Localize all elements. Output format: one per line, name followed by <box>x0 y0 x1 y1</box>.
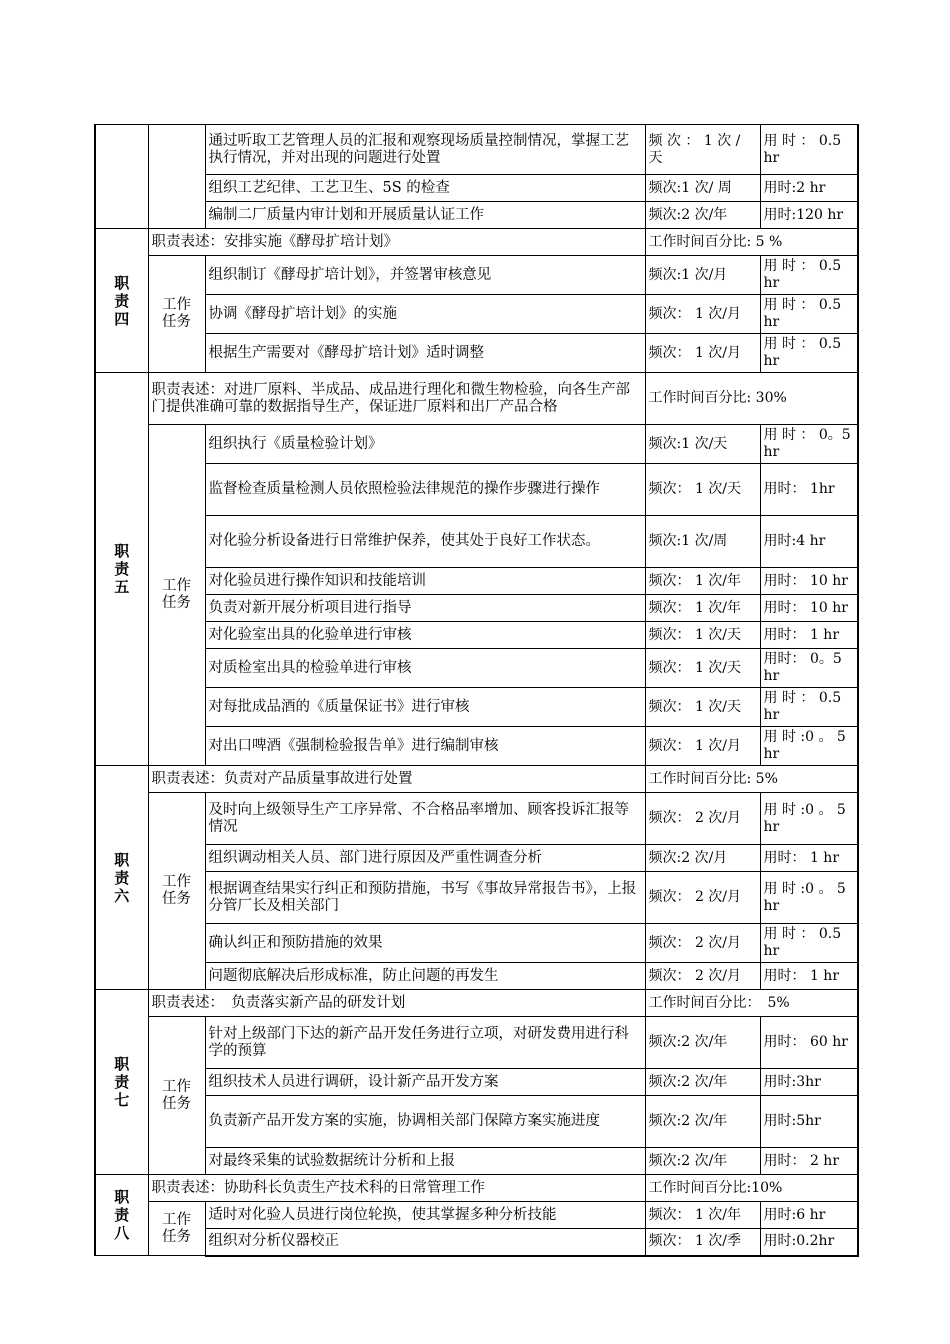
task-frequency: 频次:2 次/年 <box>645 1148 760 1175</box>
task-description: 针对上级部门下达的新产品开发任务进行立项，对研发费用进行科学的预算 <box>205 1017 645 1069</box>
task-time: 用时： 1 hr <box>760 963 858 990</box>
task-frequency: 频次： 1 次/天 <box>645 688 760 727</box>
work-time-percentage: 工作时间百分比: 5 % <box>645 229 858 256</box>
task-time: 用时： 10 hr <box>760 595 858 622</box>
task-frequency: 频次： 1 次/天 <box>645 622 760 649</box>
work-time-percentage: 工作时间百分比: 5% <box>645 766 858 793</box>
duty-description-row <box>95 229 858 256</box>
table-row <box>95 425 858 464</box>
task-frequency: 频次:2 次/年 <box>645 1096 760 1148</box>
task-label <box>148 1202 205 1256</box>
duty-label-text: 职责七 <box>114 1055 130 1109</box>
task-description: 确认纠正和预防措施的效果 <box>205 924 645 963</box>
duty-table <box>94 124 859 1257</box>
task-description: 及时向上级领导生产工序异常、不合格品率增加、顾客投诉汇报等情况 <box>205 793 645 845</box>
table-row <box>95 793 858 845</box>
task-description: 监督检查质量检测人员依照检验法律规范的操作步骤进行操作 <box>205 464 645 516</box>
table-row <box>95 845 858 872</box>
table-row <box>95 1229 858 1256</box>
task-description: 协调《酵母扩培计划》的实施 <box>205 295 645 334</box>
table-row <box>95 1148 858 1175</box>
task-frequency: 频次:2 次/年 <box>645 202 760 229</box>
task-description: 对每批成品酒的《质量保证书》进行审核 <box>205 688 645 727</box>
duty-label <box>95 990 148 1175</box>
duty-label-text: 职责八 <box>114 1188 130 1242</box>
task-time: 用时:120 hr <box>760 202 858 229</box>
task-label <box>148 256 205 373</box>
work-time-percentage: 工作时间百分比： 5% <box>645 990 858 1017</box>
task-frequency: 频次： 2 次/月 <box>645 963 760 990</box>
task-time: 用 时 :0 。 5 hr <box>760 727 858 766</box>
task-label-text: 工作任务 <box>162 1078 191 1112</box>
task-label-text: 工作任务 <box>162 1211 191 1245</box>
task-time: 用时:5hr <box>760 1096 858 1148</box>
task-label <box>148 425 205 766</box>
task-frequency: 频次： 1 次/月 <box>645 334 760 373</box>
table-row <box>95 516 858 568</box>
task-frequency: 频次:2 次/月 <box>645 845 760 872</box>
work-time-percentage: 工作时间百分比:10% <box>645 1175 858 1202</box>
table-row <box>95 464 858 516</box>
task-description: 对化验员进行操作知识和技能培训 <box>205 568 645 595</box>
table-row <box>95 924 858 963</box>
duty-statement: 职责表述：安排实施《酵母扩培计划》 <box>148 229 645 256</box>
task-time: 用时:4 hr <box>760 516 858 568</box>
task-time: 用时:2 hr <box>760 175 858 202</box>
task-description: 根据生产需要对《酵母扩培计划》适时调整 <box>205 334 645 373</box>
task-time: 用 时 :0 。 5 hr <box>760 872 858 924</box>
task-time: 用 时 ： 0.5 hr <box>760 334 858 373</box>
task-description: 根据调查结果实行纠正和预防措施，书写《事故异常报告书》，上报分管厂长及相关部门 <box>205 872 645 924</box>
task-description: 适时对化验人员进行岗位轮换，使其掌握多种分析技能 <box>205 1202 645 1229</box>
table-row <box>95 688 858 727</box>
table-row <box>95 202 858 229</box>
duty-label <box>95 373 148 766</box>
task-frequency: 频次： 1 次/天 <box>645 464 760 516</box>
task-label <box>148 793 205 990</box>
task-label-cell <box>148 125 205 229</box>
task-frequency: 频次:1 次/ 周 <box>645 175 760 202</box>
duty-label-cell <box>95 125 148 229</box>
task-frequency: 频次:1 次/周 <box>645 516 760 568</box>
task-frequency: 频次： 1 次/季 <box>645 1229 760 1256</box>
task-label-text: 工作任务 <box>162 297 191 330</box>
task-time: 用 时 ： 0.5 hr <box>760 924 858 963</box>
task-description: 组织执行《质量检验计划》 <box>205 425 645 464</box>
task-time: 用 时 ： 0.5 hr <box>760 125 858 175</box>
task-frequency: 频次： 1 次/年 <box>645 568 760 595</box>
task-frequency: 频次： 1 次/年 <box>645 1202 760 1229</box>
task-description: 对化验室出具的化验单进行审核 <box>205 622 645 649</box>
task-frequency: 频次： 1 次/月 <box>645 295 760 334</box>
duty-description-row <box>95 1175 858 1202</box>
table-row <box>95 622 858 649</box>
task-time: 用 时 ： 0.5 hr <box>760 295 858 334</box>
duty-label-text: 职责五 <box>114 542 130 596</box>
task-frequency: 频次： 1 次/年 <box>645 595 760 622</box>
duty-label <box>95 229 148 373</box>
task-description: 对出口啤酒《强制检验报告单》进行编制审核 <box>205 727 645 766</box>
task-time: 用时： 60 hr <box>760 1017 858 1069</box>
duty-statement: 职责表述： 负责落实新产品的研发计划 <box>148 990 645 1017</box>
task-frequency: 频次： 1 次/天 <box>645 649 760 688</box>
task-time: 用时： 0。5 hr <box>760 649 858 688</box>
table-row <box>95 334 858 373</box>
task-description: 对质检室出具的检验单进行审核 <box>205 649 645 688</box>
table-row <box>95 1096 858 1148</box>
table-row <box>95 256 858 295</box>
task-frequency: 频次:2 次/年 <box>645 1017 760 1069</box>
task-description: 对化验分析设备进行日常维护保养，使其处于良好工作状态。 <box>205 516 645 568</box>
table-row <box>95 1202 858 1229</box>
duty-description-row <box>95 990 858 1017</box>
table-row <box>95 963 858 990</box>
duty-statement: 职责表述：负责对产品质量事故进行处置 <box>148 766 645 793</box>
task-time: 用时： 1hr <box>760 464 858 516</box>
duty-label <box>95 766 148 990</box>
duty-label <box>95 1175 148 1256</box>
table-row <box>95 1069 858 1096</box>
task-time: 用 时 ： 0.5 hr <box>760 688 858 727</box>
task-description: 对最终采集的试验数据统计分析和上报 <box>205 1148 645 1175</box>
task-frequency: 频次： 2 次/月 <box>645 872 760 924</box>
task-time: 用 时 ： 0.5 hr <box>760 256 858 295</box>
task-description: 组织调动相关人员、部门进行原因及严重性调查分析 <box>205 845 645 872</box>
task-time: 用 时 ： 0。5hr <box>760 425 858 464</box>
task-label-text: 工作任务 <box>162 874 191 907</box>
task-description: 通过听取工艺管理人员的汇报和观察现场质量控制情况，掌握工艺执行情况，并对出现的问题进行处置 <box>205 125 645 175</box>
task-frequency: 频次： 1 次/月 <box>645 727 760 766</box>
task-time: 用 时 :0 。 5 hr <box>760 793 858 845</box>
duty-label-text: 职责四 <box>114 273 130 328</box>
task-frequency: 频次:2 次/年 <box>645 1069 760 1096</box>
duty-label-text: 职责六 <box>114 850 130 905</box>
task-frequency: 频次:1 次/月 <box>645 256 760 295</box>
table-row <box>95 125 858 175</box>
task-description: 组织对分析仪器校正 <box>205 1229 645 1256</box>
table-row <box>95 175 858 202</box>
task-time: 用时:0.2hr <box>760 1229 858 1256</box>
task-description: 组织工艺纪律、工艺卫生、5S 的检查 <box>205 175 645 202</box>
task-time: 用时： 10 hr <box>760 568 858 595</box>
task-time: 用时： 1 hr <box>760 845 858 872</box>
table-row <box>95 727 858 766</box>
table-row <box>95 1017 858 1069</box>
duty-statement: 职责表述：对进厂原料、半成品、成品进行理化和微生物检验，向各生产部门提供准确可靠的数据指导生产，保证进厂原料和出厂产品合格 <box>148 373 645 425</box>
task-frequency: 频次:1 次/天 <box>645 425 760 464</box>
task-description: 负责新产品开发方案的实施，协调相关部门保障方案实施进度 <box>205 1096 645 1148</box>
duty-description-row <box>95 766 858 793</box>
table-row <box>95 568 858 595</box>
work-time-percentage: 工作时间百分比: 30% <box>645 373 858 425</box>
task-description: 编制二厂质量内审计划和开展质量认证工作 <box>205 202 645 229</box>
duty-description-row <box>95 373 858 425</box>
table-row <box>95 295 858 334</box>
task-description: 组织制订《酵母扩培计划》，并签署审核意见 <box>205 256 645 295</box>
duty-statement: 职责表述：协助科长负责生产技术科的日常管理工作 <box>148 1175 645 1202</box>
task-description: 负责对新开展分析项目进行指导 <box>205 595 645 622</box>
table-row <box>95 872 858 924</box>
task-time: 用时： 1 hr <box>760 622 858 649</box>
table-row <box>95 649 858 688</box>
task-description: 组织技术人员进行调研，设计新产品开发方案 <box>205 1069 645 1096</box>
task-description: 问题彻底解决后形成标准，防止问题的再发生 <box>205 963 645 990</box>
table-row <box>95 595 858 622</box>
task-time: 用时:6 hr <box>760 1202 858 1229</box>
task-time: 用时： 2 hr <box>760 1148 858 1175</box>
task-frequency: 频次： 2 次/月 <box>645 924 760 963</box>
task-time: 用时:3hr <box>760 1069 858 1096</box>
task-frequency: 频 次 ： 1 次 / 天 <box>645 125 760 175</box>
task-label-text: 工作任务 <box>162 578 191 611</box>
task-frequency: 频次： 2 次/月 <box>645 793 760 845</box>
task-label <box>148 1017 205 1175</box>
